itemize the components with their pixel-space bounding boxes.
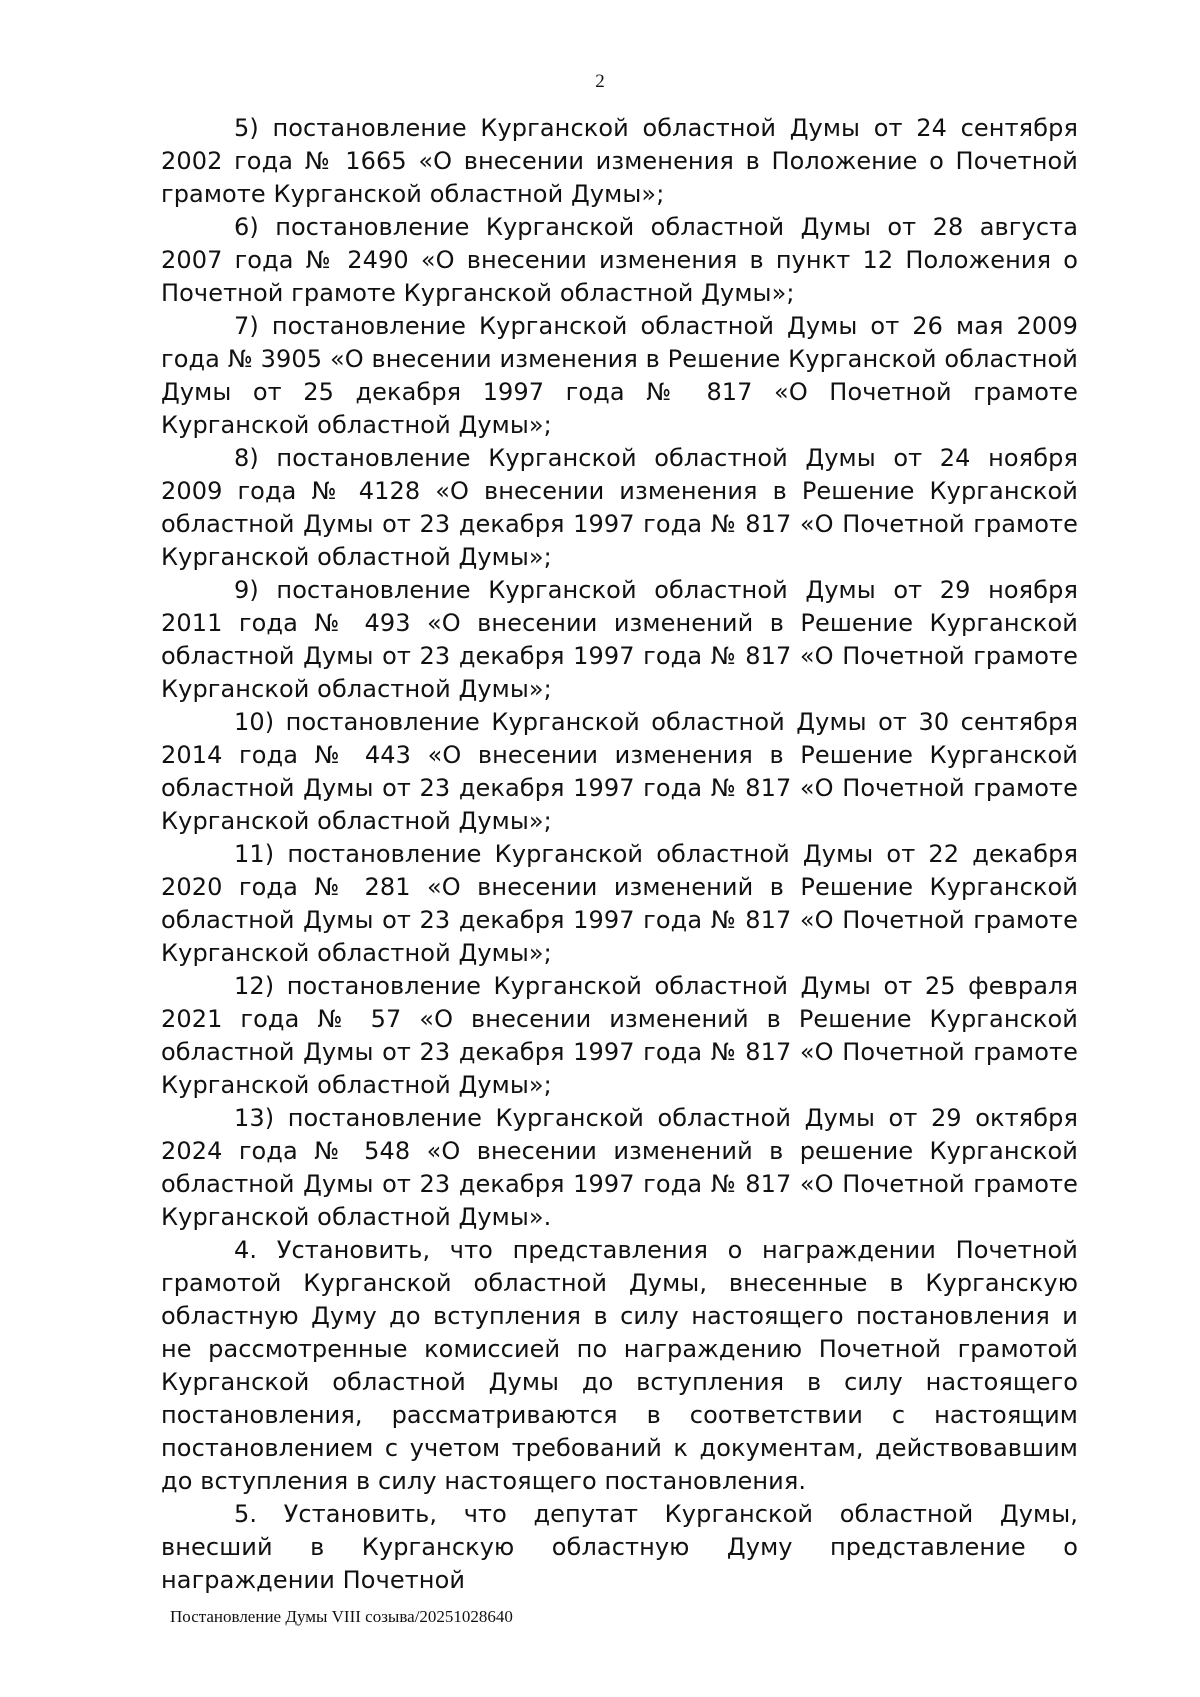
list-item-5: 5) постановление Курганской областной Думы от 24 сентября 2002 года № 1665 «О внесении изменения в Положение о Почетной грамоте Курганской областной Думы»; <box>161 114 1078 208</box>
document-body <box>161 112 1078 1597</box>
list-item-8: 8) постановление Курганской областной Думы от 24 ноября 2009 года № 4128 «О внесении изменения в Решение Курганской областной Думы от 23 декабря 1997 года № 817 «О Почетной грамоте Курганской областной Думы»; <box>161 444 1078 571</box>
list-item-12: 12) постановление Курганской областной Думы от 25 февраля 2021 года № 57 «О внесении изменений в Решение Курганской областной Думы от 23 декабря 1997 года № 817 «О Почетной грамоте Курганской областной Думы»; <box>161 972 1078 1099</box>
list-item-13: 13) постановление Курганской областной Думы от 29 октября 2024 года № 548 «О внесении изменений в решение Курганской областной Думы от 23 декабря 1997 года № 817 «О Почетной грамоте Курганской областной Думы». <box>161 1104 1078 1231</box>
page-number: 2 <box>595 71 605 92</box>
clause-5: 5. Установить, что депутат Курганской областной Думы, внесший в Курганскую областную Думу представление о награждении Почетной <box>161 1500 1078 1594</box>
list-item-10: 10) постановление Курганской областной Думы от 30 сентября 2014 года № 443 «О внесении изменения в Решение Курганской областной Думы от 23 декабря 1997 года № 817 «О Почетной грамоте Курганской областной Думы»; <box>161 708 1078 835</box>
list-item-11: 11) постановление Курганской областной Думы от 22 декабря 2020 года № 281 «О внесении изменений в Решение Курганской областной Думы от 23 декабря 1997 года № 817 «О Почетной грамоте Курганской областной Думы»; <box>161 840 1078 967</box>
clause-4: 4. Установить, что представления о награждении Почетной грамотой Курганской областной Думы, внесенные в Курганскую областную Думу до вступления в силу настоящего постановления и не рассмотренные комиссией по награждению Почетной грамотой Курганской областной Думы до вступления в силу настоящего постановления, рассматриваются в соответствии с настоящим постановлением с учетом требований к документам, действовавшим до вступления в силу настоящего постановления. <box>161 1236 1078 1495</box>
document-footer: Постановление Думы VIII созыва/20251028640 <box>170 1607 513 1626</box>
list-item-9: 9) постановление Курганской областной Думы от 29 ноября 2011 года № 493 «О внесении изменений в Решение Курганской областной Думы от 23 декабря 1997 года № 817 «О Почетной грамоте Курганской областной Думы»; <box>161 576 1078 703</box>
list-item-6: 6) постановление Курганской областной Думы от 28 августа 2007 года № 2490 «О внесении изменения в пункт 12 Положения о Почетной грамоте Курганской областной Думы»; <box>161 213 1078 307</box>
list-item-7: 7) постановление Курганской областной Думы от 26 мая 2009 года № 3905 «О внесении изменения в Решение Курганской областной Думы от 25 декабря 1997 года № 817 «О Почетной грамоте Курганской областной Думы»; <box>161 312 1078 439</box>
